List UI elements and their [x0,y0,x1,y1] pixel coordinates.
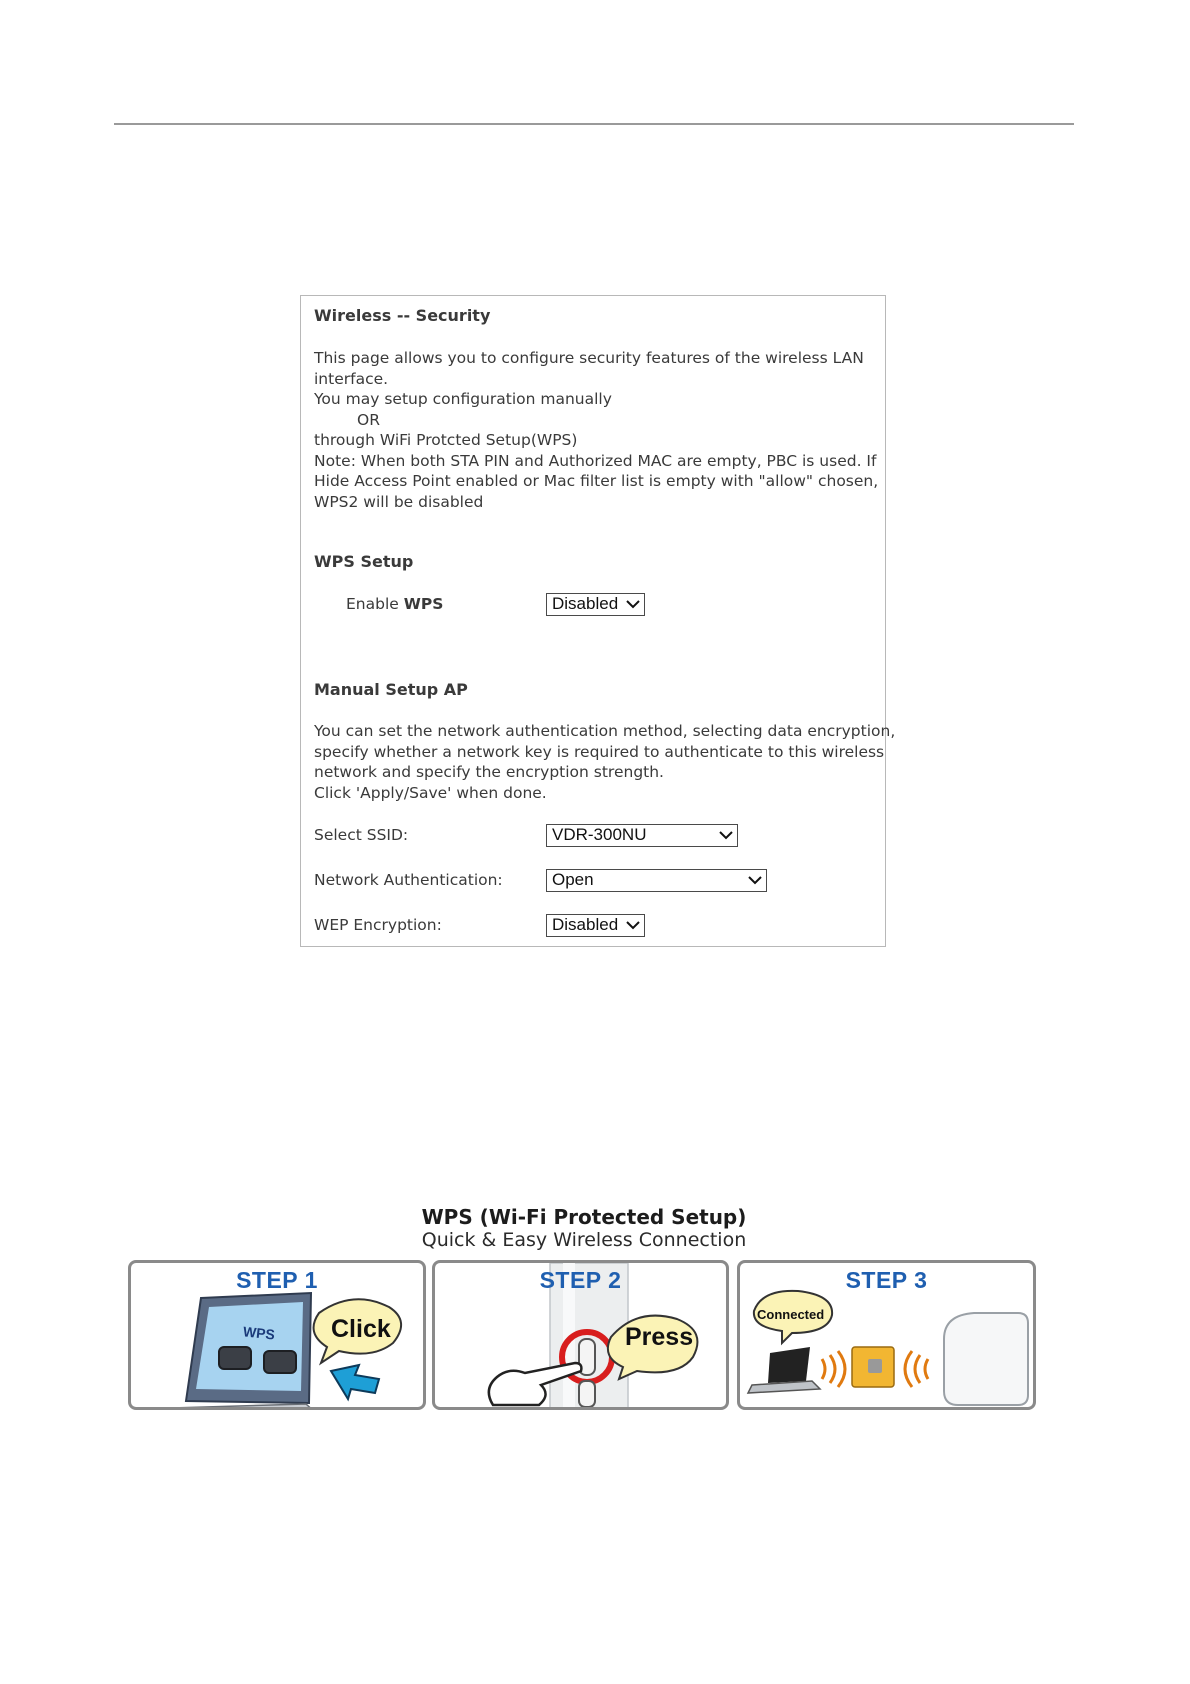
manual-setup-description [314,721,895,803]
step-2-label: STEP 2 [539,1267,622,1293]
step-1-label: STEP 1 [236,1267,318,1293]
chevron-down-icon [719,828,733,842]
wep-encryption-label: WEP Encryption: [314,916,442,934]
network-auth-dropdown[interactable] [546,869,767,892]
desc-line: through WiFi Protcted Setup(WPS) [314,431,578,449]
desc-line: specify whether a network key is required to authenticate to this wireless [314,742,885,761]
wireless-security-panel [300,295,896,947]
manual-setup-heading: Manual Setup AP [314,680,468,699]
chevron-down-icon [748,873,762,887]
select-ssid-value: VDR-300NU [552,825,647,844]
step-3-label: STEP 3 [845,1267,928,1293]
wps-step-3-panel [737,1260,1036,1410]
wps-banner-subtitle: Quick & Easy Wireless Connection [421,1229,747,1251]
desc-line: network and specify the encryption strength. [314,763,664,781]
desc-line: This page allows you to configure security features of the wireless LAN [314,349,864,367]
chevron-down-icon [626,918,640,932]
wep-encryption-select[interactable] [546,914,645,937]
header-rule [114,123,1074,125]
wps-banner-title: WPS (Wi-Fi Protected Setup) [421,1205,747,1229]
enable-wps-label-bold: WPS [403,595,444,613]
connected-bubble-text: Connected [757,1307,825,1322]
enable-wps-label-text: Enable [346,595,404,613]
page-description [314,348,884,512]
desc-line: Click 'Apply/Save' when done. [314,783,547,802]
wps-step-1-panel [128,1260,426,1410]
wps-step-2-panel [432,1260,729,1410]
desc-line: You may setup configuration manually [314,390,612,408]
enable-wps-value: Disabled [552,594,619,613]
select-ssid-dropdown[interactable] [546,824,738,847]
desc-line: WPS2 will be disabled [314,492,484,511]
select-ssid-label: Select SSID: [314,826,409,844]
enable-wps-select[interactable] [546,593,645,616]
desc-line: Hide Access Point enabled or Mac filter list is empty with "allow" chosen, [314,472,879,490]
chevron-down-icon [626,597,640,611]
wep-encryption-value: Disabled [552,915,619,934]
click-bubble-text: Click [331,1315,391,1343]
desc-line: OR [357,410,380,429]
wps-screen-text: WPS [242,1323,276,1343]
desc-line: Note: When both STA PIN and Authorized MAC are empty, PBC is used. If [314,451,877,470]
wps-setup-heading: WPS Setup [314,552,414,571]
desc-line: interface. [314,369,389,388]
press-bubble-text: Press [625,1323,694,1351]
page-title: Wireless -- Security [314,306,491,325]
network-auth-value: Open [552,870,594,889]
network-auth-label: Network Authentication: [314,871,503,889]
desc-line: You can set the network authentication method, selecting data encryption, [314,722,896,740]
enable-wps-label [346,594,443,615]
